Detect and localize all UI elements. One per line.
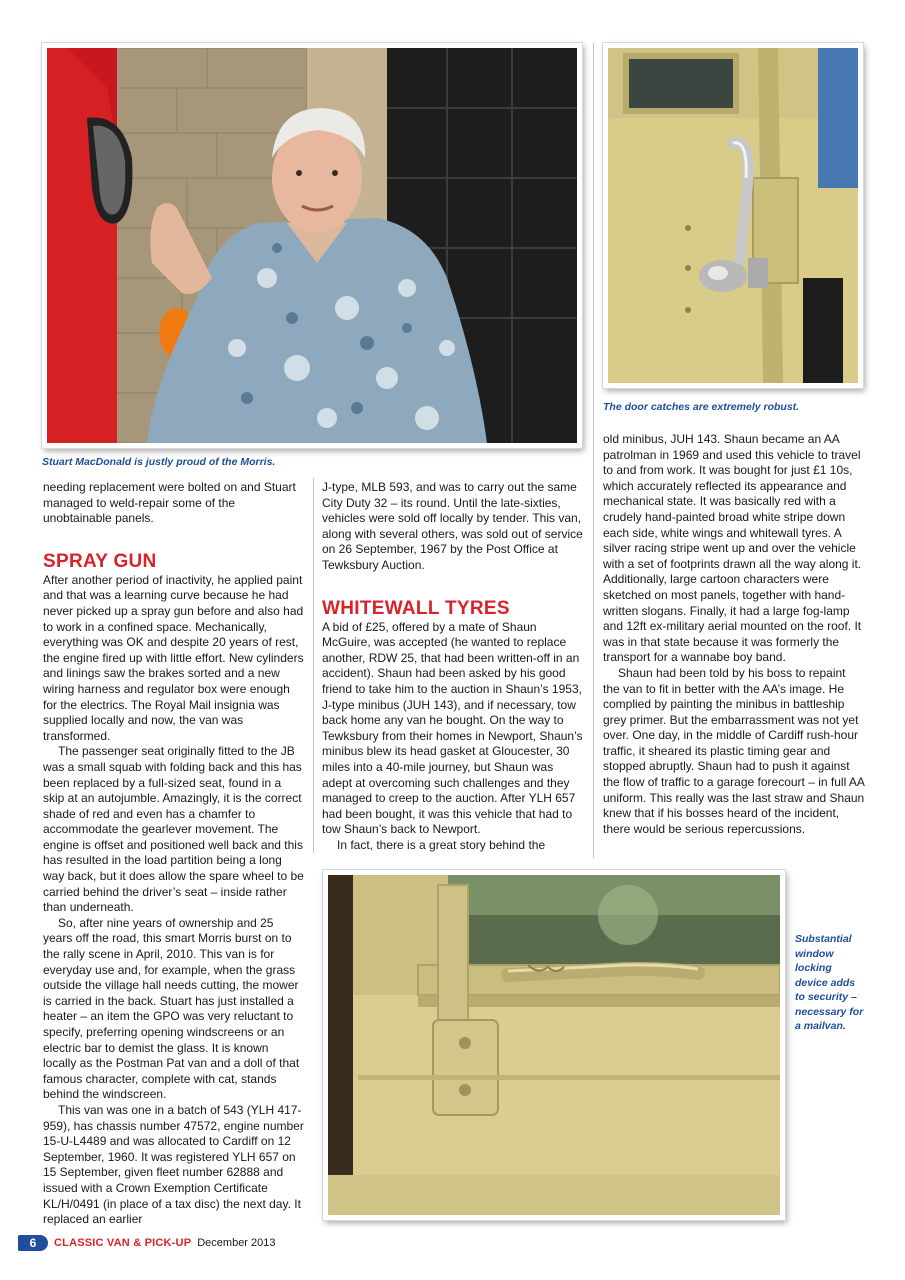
paragraph: In fact, there is a great story behind the	[337, 837, 546, 852]
photo-stuart-macdonald	[42, 43, 582, 448]
photo-window-lock	[323, 870, 785, 1220]
paragraph: A bid of £25, offered by a mate of Shaun McGuire, was accepted (he wanted to replace another, RDW 25, that had been written-off in an accident). Shaun had been asked by his good friend to take him to the auction in Shaun’s 1953, J-type minibus (JUH 143), and if necessary, tow back home any van he bought. On the way to Tewksbury from their homes in Newport, Shaun’s minibus blew its head gasket at Gloucester, 30 miles into a 40-mile journey, but Shaun was adept at overcoming such challenges and they managed to creep to the auction. After YLH 657 had been bought, it was this vehicle that had to tow Shaun’s back to Newport.	[322, 619, 583, 837]
column-divider-2	[593, 43, 594, 858]
caption-photo3: Substantial window locking device adds to security – necessary for a mailvan.	[795, 933, 864, 1032]
magazine-title: CLASSIC VAN & PICK-UP	[54, 1237, 192, 1249]
page-number: 6	[18, 1235, 48, 1251]
caption-photo1: Stuart MacDonald is justly proud of the Morris.	[42, 456, 276, 468]
page-footer	[18, 1234, 276, 1252]
paragraph: J-type, MLB 593, and was to carry out the same City Duty 32 – its round. Until the late-sixties, vehicles were sold off locally by tender. This van, along with several others, was sold out of service on 26 September, 1967 by the Post Office at Tewksbury Auction.	[322, 480, 583, 572]
caption-photo2: The door catches are extremely robust.	[603, 401, 800, 413]
paragraph: Shaun had been told by his boss to repaint the van to fit in better with the AA’s image. He complied by painting the minibus in battleship grey primer. But the embarrassment was not yet over. One day, in the middle of Cardiff rush-hour traffic, it sheared its plastic timing gear and stopped abruptly. Shaun had to push it against the flow of traffic to a garage forecourt – in full AA uniform. This really was the last straw and Shaun knew that if his bosses heard of the incident, there would be serious repercussions.	[603, 665, 865, 836]
heading-whitewall-tyres: WHITEWALL TYRES	[322, 597, 510, 619]
paragraph: After another period of inactivity, he applied paint and that was a learning curve because he had never picked up a spray gun before and also had to work in a confined space. Mechanically, everything was OK and despite 20 years of rest, the engine fired up with little effort. New cylinders and linings saw the brakes sorted and a new wiring harness and regulator box were enough for the electrics. The Royal Mail insignia was supplied locally and now, the van was transformed.	[43, 572, 304, 743]
article-column-2	[322, 480, 584, 853]
heading-spray-gun: SPRAY GUN	[43, 550, 157, 572]
photo-door-catch	[603, 43, 863, 388]
photo-window-lock-image	[328, 875, 780, 1215]
paragraph: This van was one in a batch of 543 (YLH 417-959), has chassis number 47572, engine number 15-U-L4489 and was allocated to Cardiff on 12 September, 1960. It was registered YLH 657 on 15 September, given fleet number 62888 and issued with a Crown Exemption Certificate KL/H/0491 (in place of a tax disc) the next day. It replaced an earlier	[43, 1102, 304, 1227]
paragraph: So, after nine years of ownership and 25 years off the road, this smart Morris burst on to the rally scene in April, 2010. This van is for everyday use and, for example, when the grass outside the village hall needs cutting, the mower is carried in the back. Stuart has just installed a heater – an item the GPO was very reluctant to specify, preferring opening windscreens or an electric bar to demist the glass. It is known locally as the Postman Pat van and a doll of that famous character, complete with cat, stands behind the windscreen.	[43, 915, 300, 1102]
photo-door-catch-image	[608, 48, 858, 383]
photo-stuart-image	[47, 48, 577, 443]
article-column-3	[603, 432, 865, 837]
paragraph: The passenger seat originally fitted to the JB was a small squab with folding back and this has been replaced by a full-sized seat, found in a skip at an autojumble. Amazingly, it is the correct shade of red and even has a chamfer to accommodate the gearlever movement. The engine is offset and positioned well back and this has resulted in the load partition being a long way back, but it does allow the spare wheel to be carried behind the driver’s seat – inside rather than underneath.	[43, 744, 304, 915]
column-divider-1	[313, 478, 314, 853]
article-column-1	[43, 480, 305, 1228]
paragraph: needing replacement were bolted on and Stuart managed to weld-repair some of the unobtainable panels.	[43, 480, 296, 526]
paragraph: old minibus, JUH 143. Shaun became an AA patrolman in 1969 and used this vehicle to travel to and from work. It was bought for just £1 10s, which accurately reflected its appearance and mechanical state. It was basically red with a crudely hand-painted broad white stripe down each side, white wings and whitewall tyres. A silver racing stripe went up and over the vehicle with a set of footprints drawn all the way along it. Additionally, large cartoon characters were sketched on most panels, together with hand-written slogans. Finally, it had a large fog-lamp and 12ft ex-military aerial mounted on the roof. It was in that state because it was formerly the transport for a wannabe boy band.	[603, 432, 862, 665]
issue-date: December 2013	[197, 1237, 276, 1249]
